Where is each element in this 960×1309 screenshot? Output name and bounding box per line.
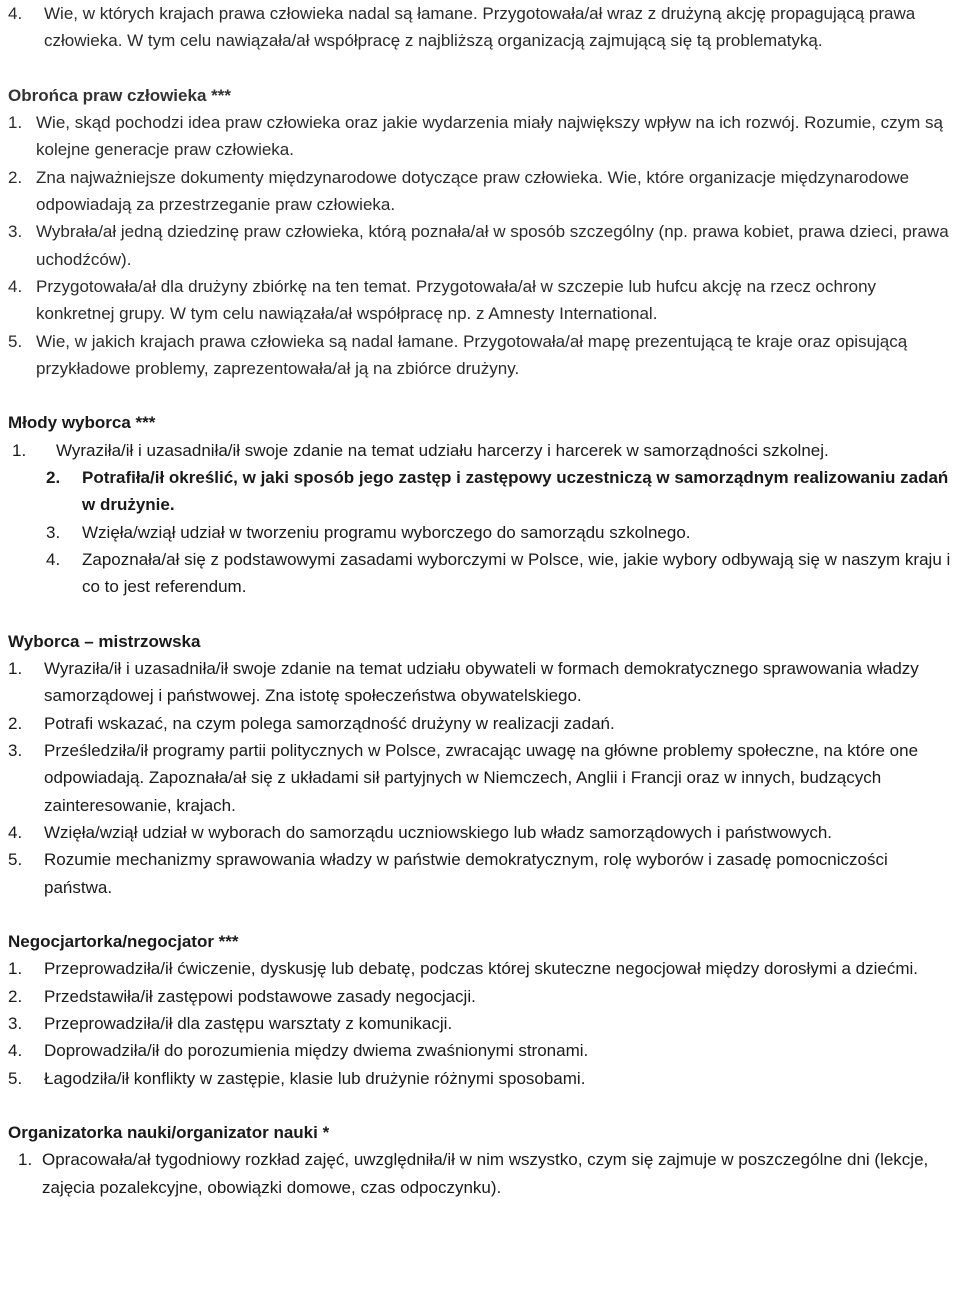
section-title: Organizatorka nauki/organizator nauki * (8, 1123, 330, 1143)
item-number: 1. (8, 113, 23, 133)
item-text: Przeprowadziła/ił ćwiczenie, dyskusję lub debatę, podczas której skuteczne negocjował między dorosłymi a dziećmi. (44, 959, 919, 979)
item-number: 4. (8, 822, 23, 842)
item-text: Wzięła/wziął udział w tworzeniu programu wyborczego do samorządu szkolnego. (82, 522, 691, 542)
spacer (8, 382, 956, 409)
item-number: 5. (8, 1068, 23, 1088)
item-number: 5. (8, 850, 23, 870)
section-title: Młody wyborca *** (8, 413, 156, 433)
list-item (8, 1010, 956, 1037)
item-number: 2. (8, 167, 23, 187)
section-negocjator (8, 928, 956, 1092)
item-number: 3. (8, 222, 23, 242)
list-item (8, 109, 956, 164)
item-number: 3. (8, 1013, 23, 1033)
item-number: 3. (46, 522, 61, 542)
spacer (8, 901, 956, 928)
section-wyborca-mistrzowska (8, 628, 956, 901)
item-text: Wie, skąd pochodzi idea praw człowieka oraz jakie wydarzenia miały największy wpływ na ich rozwój. Rozumie, czym są kolejne generacje praw człowieka. (36, 113, 944, 160)
item-text: Wyraziła/ił i uzasadniła/ił swoje zdanie na temat udziału obywateli w formach demokratycznego sprawowania władzy samorządowej i państwowej. Zna istotę społeczeństwa obywatelskiego. (44, 659, 919, 706)
item-number: 2. (8, 986, 23, 1006)
list-item (8, 846, 956, 901)
list-item (8, 519, 956, 546)
list-item (8, 328, 956, 383)
section-obronca (8, 82, 956, 382)
item-text: Opracowała/ał tygodniowy rozkład zajęć, uwzględniła/ił w nim wszystko, czym się zajmuje w poszczególne dni (lekcje, zajęcia pozalekcyjne, obowiązki domowe, czas odpoczynku). (42, 1150, 929, 1197)
item-number: 1. (8, 659, 23, 679)
item-text: Rozumie mechanizmy sprawowania władzy w państwie demokratycznym, rolę wyborów i zasadę pomocniczości państwa. (44, 850, 888, 897)
list-item (8, 546, 956, 601)
list-item (8, 710, 956, 737)
item-text: Przeprowadziła/ił dla zastępu warsztaty z komunikacji. (44, 1013, 453, 1033)
item-text: Wyraziła/ił i uzasadniła/ił swoje zdanie na temat udziału harcerzy i harcerek w samorządności szkolnej. (56, 440, 829, 460)
list-item (8, 437, 956, 464)
item-number: 4. (8, 276, 23, 296)
item-text: Wie, w jakich krajach prawa człowieka są nadal łamane. Przygotowała/ał mapę prezentującą te kraje oraz opisującą przykładowe problemy, zaprezentowała/ał ją na zbiórce drużyny. (36, 331, 908, 378)
list-item (8, 464, 956, 519)
list-item (8, 737, 956, 819)
top-list (8, 0, 956, 55)
item-number: 4. (46, 549, 61, 569)
list-item (8, 955, 956, 982)
list-item (8, 0, 956, 55)
list-item (8, 655, 956, 710)
list-item (8, 983, 956, 1010)
item-number: 1. (18, 1150, 33, 1170)
section-title: Wyborca – mistrzowska (8, 631, 201, 651)
item-number: 1. (8, 959, 23, 979)
spacer (8, 601, 956, 628)
item-text: Prześledziła/ił programy partii politycznych w Polsce, zwracając uwagę na główne problemy społeczne, na które one odpowiadają. Zapoznała/ał się z układami sił partyjnych w Niemczech, Anglii i Francji oraz w innych, budzących zainteresowanie, krajach. (44, 741, 919, 815)
list-item (8, 1037, 956, 1064)
item-text: Zapoznała/ał się z podstawowymi zasadami wyborczymi w Polsce, wie, jakie wybory odbywają się w naszym kraju i co to jest referendum. (82, 549, 951, 597)
item-text: Przygotowała/ał dla drużyny zbiórkę na ten temat. Przygotowała/ał w szczepie lub hufcu akcję na rzecz ochrony konkretnej grupy. W tym celu nawiązała/ał współpracę np. z Amnesty International. (36, 276, 877, 324)
item-number: 4. (8, 4, 23, 23)
list-item (8, 164, 956, 219)
item-number: 2. (46, 468, 61, 488)
section-title: Negocjartorka/negocjator *** (8, 932, 239, 952)
item-text: Potrafiła/ił określić, w jaki sposób jego zastęp i zastępowy uczestniczą w samorządnym realizowaniu zadań w drużynie. (82, 468, 949, 515)
section-organizator-nauki (8, 1119, 956, 1201)
item-number: 3. (8, 741, 23, 761)
item-number: 5. (8, 331, 23, 351)
item-number: 1. (12, 440, 27, 460)
item-text: Potrafi wskazać, na czym polega samorządność drużyny w realizacji zadań. (44, 713, 615, 733)
list-item (8, 273, 956, 328)
list-item (8, 1146, 956, 1201)
section-title: Obrońca praw człowieka *** (8, 85, 231, 105)
item-text: Wie, w których krajach prawa człowieka nadal są łamane. Przygotowała/ał wraz z drużyną akcję propagującą prawa człowieka. W tym celu nawiązała/ał współpracę z najbliższą organizacją zajmującą się tą problematyką. (44, 4, 916, 51)
list-item (8, 218, 956, 273)
list-item (8, 1065, 956, 1092)
item-text: Przedstawiła/ił zastępowi podstawowe zasady negocjacji. (44, 986, 476, 1006)
item-number: 4. (8, 1041, 23, 1061)
spacer (8, 1092, 956, 1119)
item-text: Wzięła/wziął udział w wyborach do samorządu uczniowskiego lub władz samorządowych i państwowych. (44, 822, 833, 842)
item-text: Doprowadziła/ił do porozumienia między dwiema zwaśnionymi stronami. (44, 1041, 589, 1061)
list-item (8, 819, 956, 846)
item-text: Wybrała/ał jedną dziedzinę praw człowieka, którą poznała/ał w sposób szczególny (np. prawa kobiet, prawa dzieci, prawa uchodźców). (36, 222, 949, 269)
section-mlody-wyborca (8, 409, 956, 600)
spacer (8, 55, 956, 82)
item-number: 2. (8, 713, 23, 733)
item-text: Łagodziła/ił konflikty w zastępie, klasie lub drużynie różnymi sposobami. (44, 1068, 586, 1088)
item-text: Zna najważniejsze dokumenty międzynarodowe dotyczące praw człowieka. Wie, które organizacje międzynarodowe odpowiadają za przestrzeganie praw człowieka. (36, 167, 910, 215)
